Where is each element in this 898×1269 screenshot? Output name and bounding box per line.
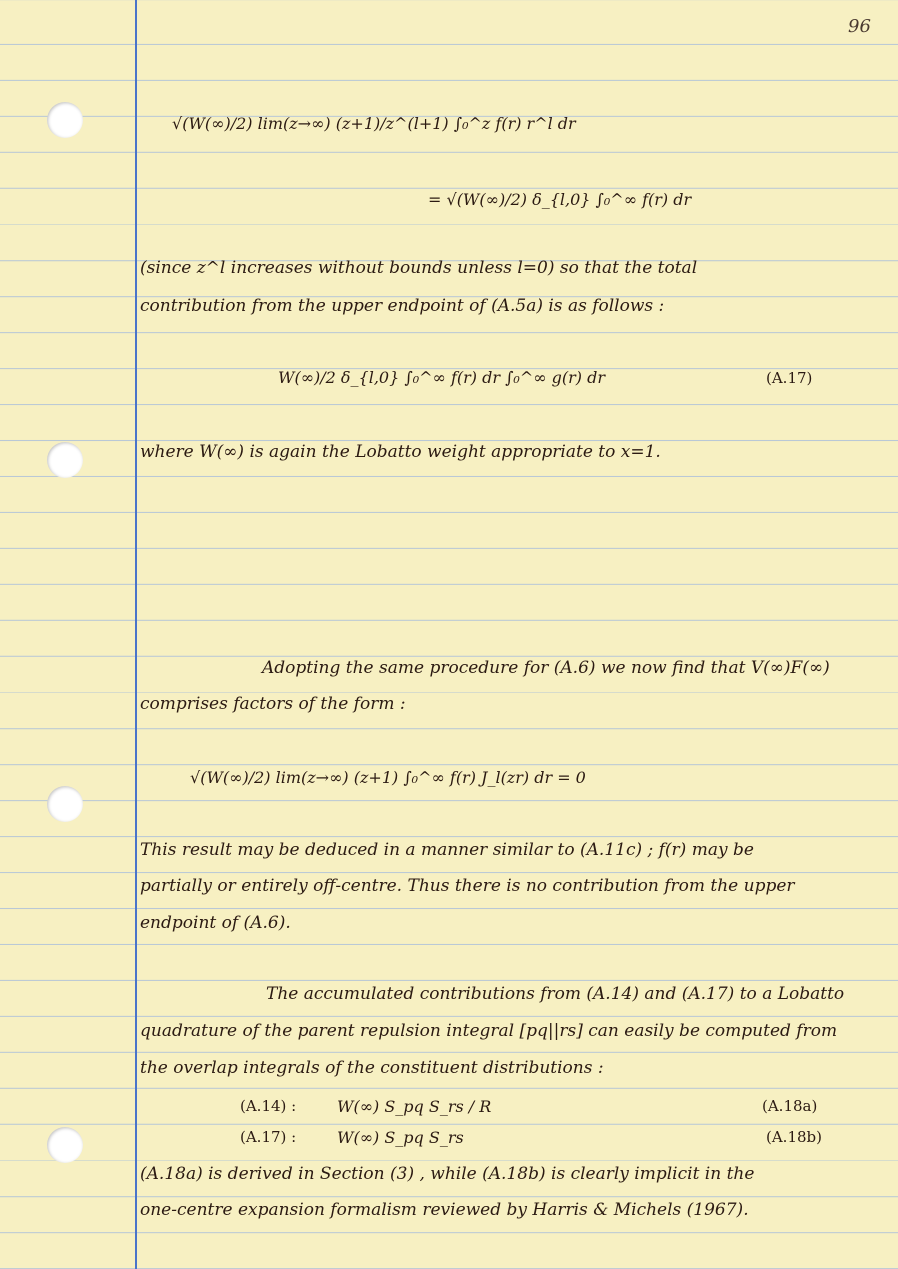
text-line: quadrature of the parent repulsion integral [pq||rs] can easily be computed from bbox=[140, 1021, 838, 1041]
equation-limit-integral: √(W(∞)/2) lim(z→∞) (z+1)/z^(l+1) ∫₀^z f(r) r^l dr bbox=[172, 114, 576, 133]
equation-tag-a18b: (A.18b) bbox=[766, 1128, 822, 1146]
equation-limit-result: = √(W(∞)/2) δ_{l,0} ∫₀^∞ f(r) dr bbox=[428, 190, 692, 209]
text-line: Adopting the same procedure for (A.6) we now find that V(∞)F(∞) bbox=[262, 658, 830, 678]
binder-hole bbox=[47, 442, 83, 478]
text-line: endpoint of (A.6). bbox=[140, 913, 291, 933]
equation-ref-a17: (A.17) : bbox=[240, 1128, 297, 1146]
equation-a18a: W(∞) S_pq S_rs / R bbox=[337, 1097, 492, 1116]
text-line: contribution from the upper endpoint of (A.5a) is as follows : bbox=[140, 296, 665, 316]
text-line: The accumulated contributions from (A.14) and (A.17) to a Lobatto bbox=[266, 984, 845, 1004]
equation-tag-a18a: (A.18a) bbox=[762, 1097, 818, 1115]
binder-hole bbox=[47, 1127, 83, 1163]
margin-line bbox=[135, 0, 137, 1269]
binder-hole bbox=[47, 786, 83, 822]
text-line: where W(∞) is again the Lobatto weight appropriate to x=1. bbox=[140, 442, 661, 462]
text-line: partially or entirely off-centre. Thus there is no contribution from the upper bbox=[140, 876, 795, 896]
equation-ref-a14: (A.14) : bbox=[240, 1097, 297, 1115]
text-line: comprises factors of the form : bbox=[140, 694, 406, 714]
text-line: (since z^l increases without bounds unless l=0) so that the total bbox=[140, 258, 698, 278]
text-line: the overlap integrals of the constituent distributions : bbox=[140, 1058, 604, 1078]
equation-a18b: W(∞) S_pq S_rs bbox=[337, 1128, 464, 1147]
page-number: 96 bbox=[848, 16, 871, 37]
equation-a17: W(∞)/2 δ_{l,0} ∫₀^∞ f(r) dr ∫₀^∞ g(r) dr bbox=[278, 368, 605, 387]
equation-bessel-limit: √(W(∞)/2) lim(z→∞) (z+1) ∫₀^∞ f(r) J_l(zr) dr = 0 bbox=[190, 768, 586, 787]
equation-tag-a17: (A.17) bbox=[766, 369, 813, 387]
binder-hole bbox=[47, 102, 83, 138]
text-line: This result may be deduced in a manner similar to (A.11c) ; f(r) may be bbox=[140, 840, 754, 860]
text-line: one-centre expansion formalism reviewed by Harris & Michels (1967). bbox=[140, 1200, 749, 1220]
text-line: (A.18a) is derived in Section (3) , while (A.18b) is clearly implicit in the bbox=[140, 1164, 755, 1184]
